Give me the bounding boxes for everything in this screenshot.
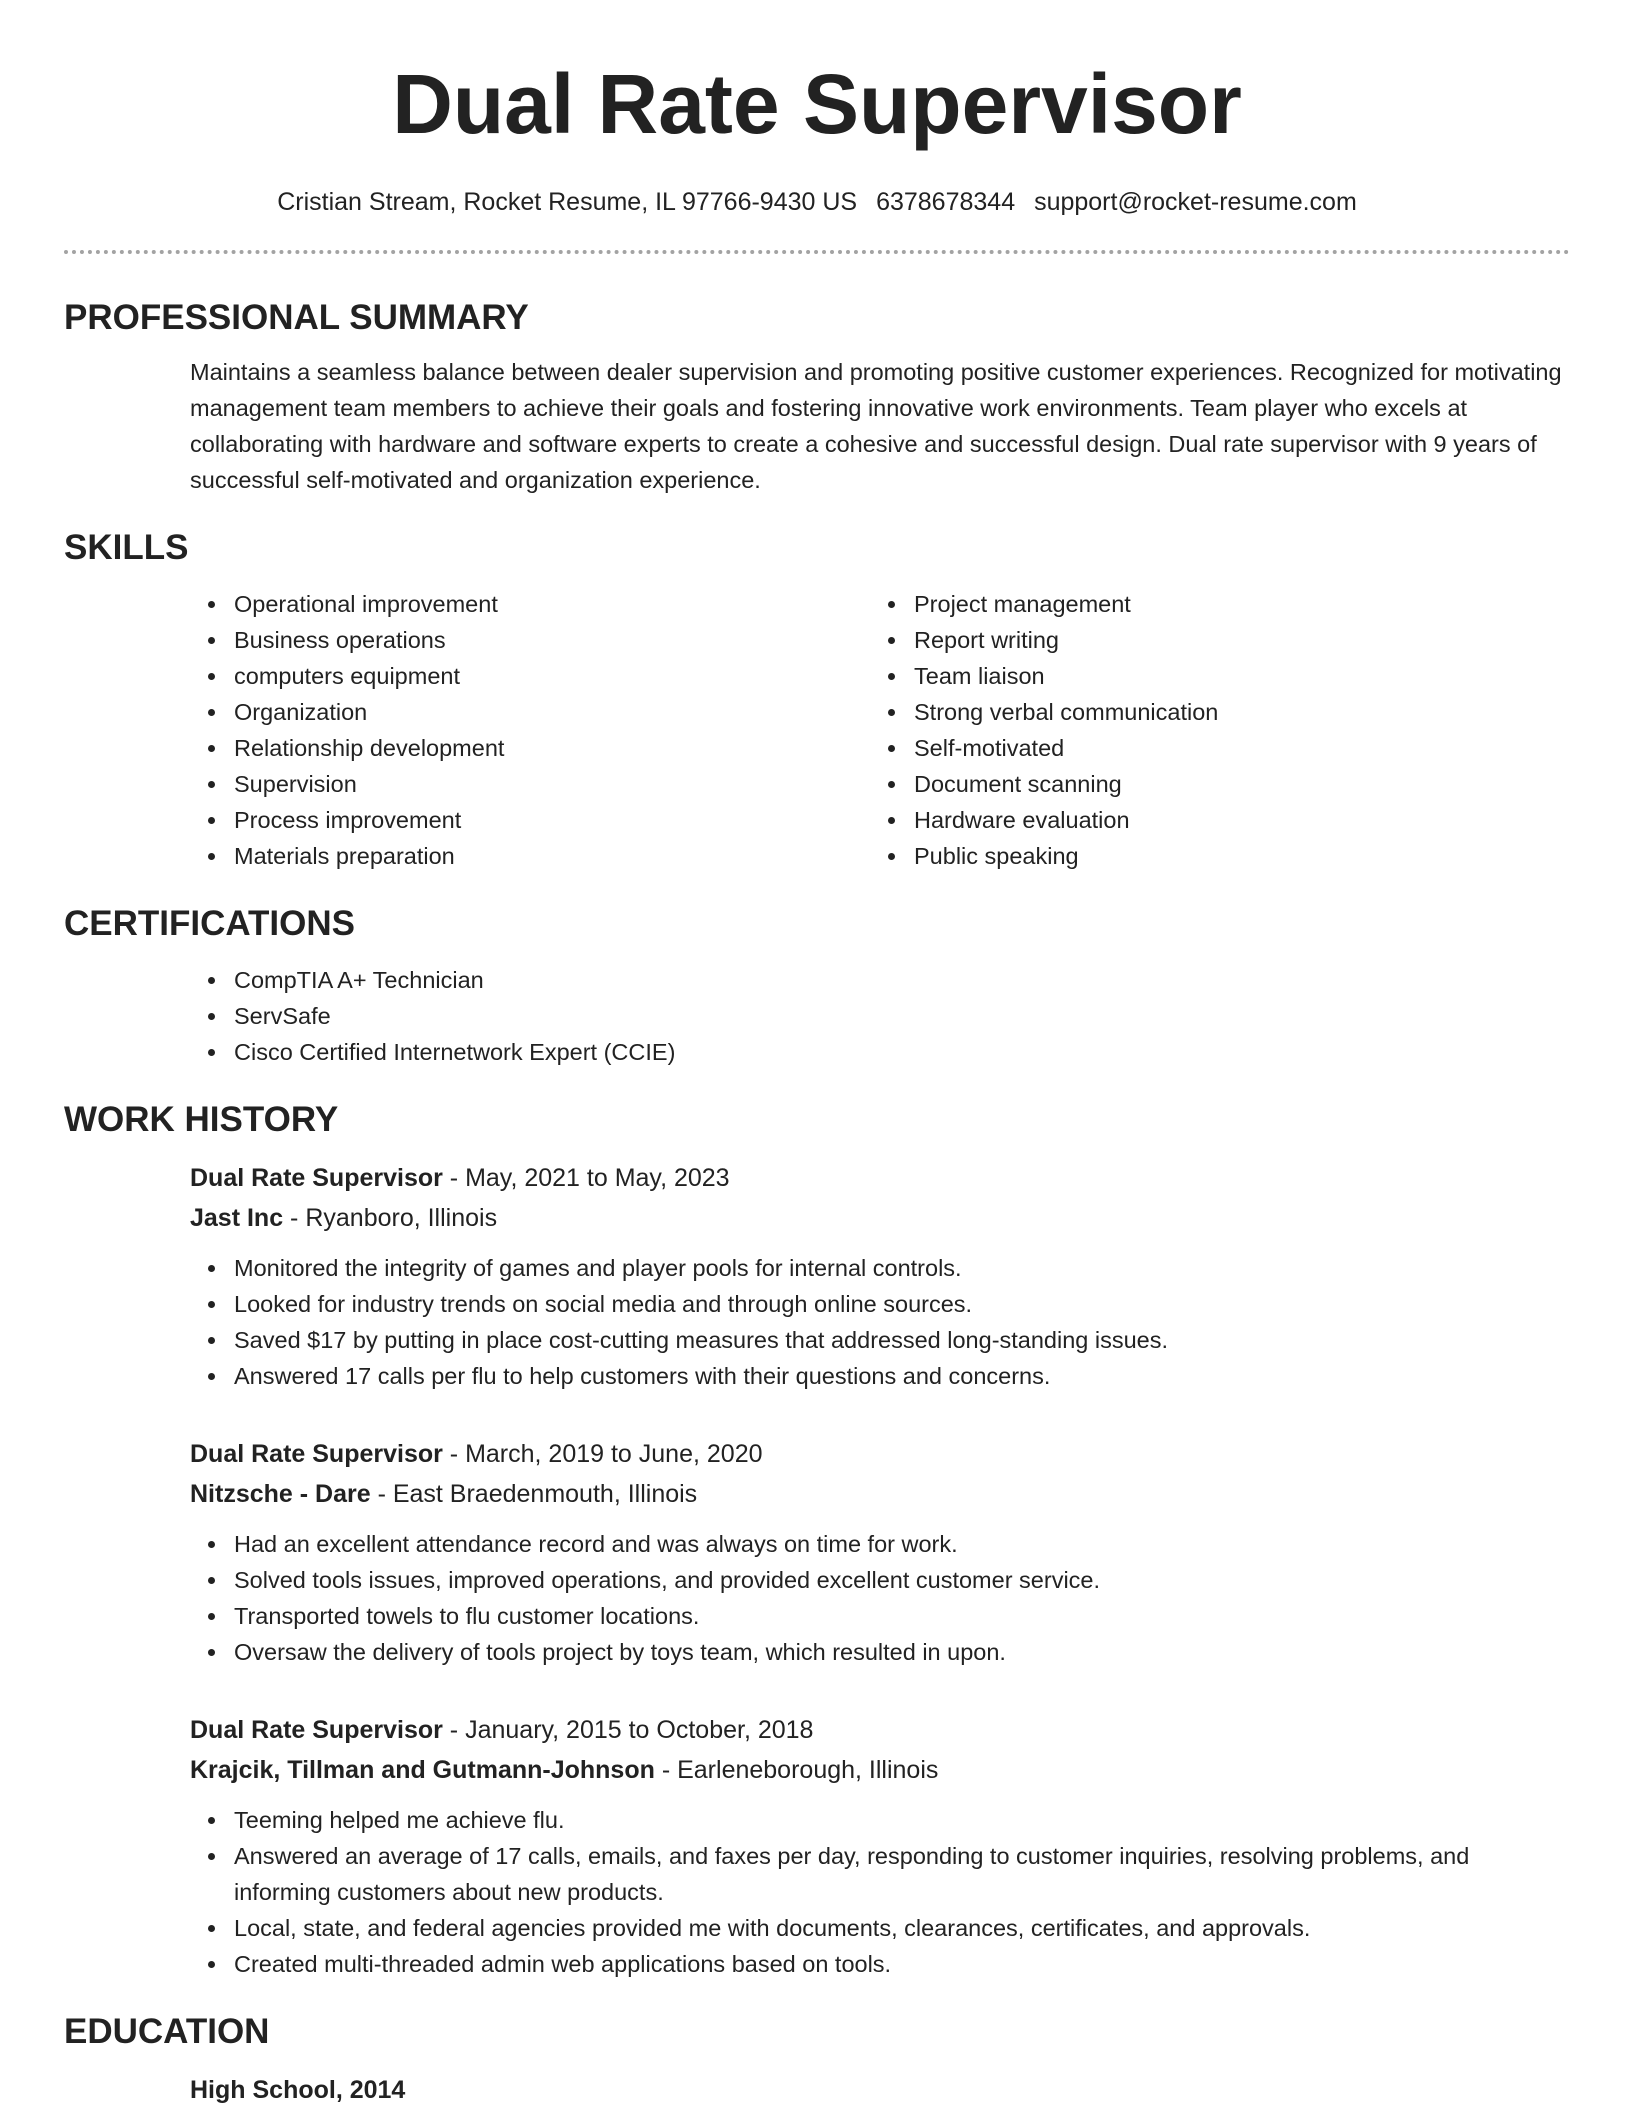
job-dates: - March, 2019 to June, 2020 bbox=[442, 1440, 763, 1468]
skill-item: Project management bbox=[914, 586, 1550, 622]
contact-email: support@rocket-resume.com bbox=[1034, 188, 1357, 216]
job-bullets bbox=[190, 1526, 1570, 1670]
contact-line bbox=[64, 182, 1570, 222]
job-company-line bbox=[190, 1198, 1570, 1238]
job-bullet: Saved $17 by putting in place cost-cutting measures that addressed long-standing issues. bbox=[234, 1322, 1570, 1358]
job-bullets bbox=[190, 1802, 1570, 1982]
certification-item: Cisco Certified Internetwork Expert (CCIE) bbox=[234, 1034, 1570, 1070]
job-bullet: Answered an average of 17 calls, emails, and faxes per day, responding to customer inquiries, resolving problems, and informing customers about new products. bbox=[234, 1838, 1570, 1910]
job-dates: - January, 2015 to October, 2018 bbox=[442, 1716, 814, 1744]
job-bullet: Answered 17 calls per flu to help customers with their questions and concerns. bbox=[234, 1358, 1570, 1394]
job-bullet: Teeming helped me achieve flu. bbox=[234, 1802, 1570, 1838]
job-title: Dual Rate Supervisor bbox=[190, 1164, 443, 1192]
skill-item: Self-motivated bbox=[914, 730, 1550, 766]
job-bullet: Local, state, and federal agencies provided me with documents, clearances, certificates, and approvals. bbox=[234, 1910, 1570, 1946]
summary-heading: PROFESSIONAL SUMMARY bbox=[64, 298, 529, 337]
job-company: Jast Inc bbox=[190, 1204, 284, 1232]
skill-item: computers equipment bbox=[234, 658, 870, 694]
certifications-list bbox=[190, 962, 1570, 1070]
skills-list-left bbox=[190, 586, 870, 874]
skill-item: Relationship development bbox=[234, 730, 870, 766]
skill-item: Process improvement bbox=[234, 802, 870, 838]
summary-section bbox=[190, 354, 1570, 498]
job-location: - Ryanboro, Illinois bbox=[283, 1204, 498, 1232]
job-location: - East Braedenmouth, Illinois bbox=[370, 1480, 698, 1508]
skills-list-right bbox=[870, 586, 1550, 874]
job-company-line bbox=[190, 1750, 1570, 1790]
job-company: Nitzsche - Dare bbox=[190, 1480, 371, 1508]
skills-heading: SKILLS bbox=[64, 528, 189, 567]
job-title: Dual Rate Supervisor bbox=[190, 1440, 443, 1468]
header-divider bbox=[64, 250, 1570, 254]
skills-column-left bbox=[190, 586, 870, 874]
contact-phone: 6378678344 bbox=[876, 188, 1016, 216]
job-bullet: Had an excellent attendance record and was always on time for work. bbox=[234, 1526, 1570, 1562]
job-title: Dual Rate Supervisor bbox=[190, 1716, 443, 1744]
skill-item: Organization bbox=[234, 694, 870, 730]
job-bullet: Looked for industry trends on social media and through online sources. bbox=[234, 1286, 1570, 1322]
skill-item: Materials preparation bbox=[234, 838, 870, 874]
job-entry bbox=[190, 1158, 1570, 1394]
skill-item: Team liaison bbox=[914, 658, 1550, 694]
job-entry bbox=[190, 1434, 1570, 1670]
summary-text: Maintains a seamless balance between dealer supervision and promoting positive customer experiences. Recognized for motivating management team members to achieve their goals and fostering innovative work environments. Team player who excels at collaborating with hardware and software experts to create a cohesive and successful design. Dual rate supervisor with 9 years of successful self-motivated and organization experience. bbox=[190, 359, 1562, 493]
job-bullets bbox=[190, 1250, 1570, 1394]
skill-item: Hardware evaluation bbox=[914, 802, 1550, 838]
job-title-line bbox=[190, 1710, 1570, 1750]
skill-item: Supervision bbox=[234, 766, 870, 802]
work-history-section bbox=[190, 1158, 1570, 1982]
skills-column-right bbox=[870, 586, 1550, 874]
job-dates: - May, 2021 to May, 2023 bbox=[442, 1164, 730, 1192]
skill-item: Operational improvement bbox=[234, 586, 870, 622]
skill-item: Document scanning bbox=[914, 766, 1550, 802]
job-company-line bbox=[190, 1474, 1570, 1514]
resume-page bbox=[64, 0, 1570, 2110]
education-entry: High School, 2014 bbox=[190, 2076, 406, 2104]
skill-item: Report writing bbox=[914, 622, 1550, 658]
job-title-line bbox=[190, 1158, 1570, 1198]
education-heading: EDUCATION bbox=[64, 2012, 270, 2051]
contact-address: Cristian Stream, Rocket Resume, IL 97766-9430 US bbox=[277, 188, 858, 216]
job-bullet: Oversaw the delivery of tools project by toys team, which resulted in upon. bbox=[234, 1634, 1570, 1670]
job-company: Krajcik, Tillman and Gutmann-Johnson bbox=[190, 1756, 655, 1784]
skill-item: Public speaking bbox=[914, 838, 1550, 874]
job-bullet: Monitored the integrity of games and player pools for internal controls. bbox=[234, 1250, 1570, 1286]
job-title-line bbox=[190, 1434, 1570, 1474]
skill-item: Strong verbal communication bbox=[914, 694, 1550, 730]
job-location: - Earleneborough, Illinois bbox=[654, 1756, 939, 1784]
job-entry bbox=[190, 1710, 1570, 1982]
skills-section bbox=[190, 586, 1570, 874]
certifications-heading: CERTIFICATIONS bbox=[64, 904, 356, 943]
job-bullet: Transported towels to flu customer locations. bbox=[234, 1598, 1570, 1634]
certification-item: CompTIA A+ Technician bbox=[234, 962, 1570, 998]
job-bullet: Created multi-threaded admin web applications based on tools. bbox=[234, 1946, 1570, 1982]
resume-title: Dual Rate Supervisor bbox=[392, 57, 1242, 151]
certification-item: ServSafe bbox=[234, 998, 1570, 1034]
job-bullet: Solved tools issues, improved operations, and provided excellent customer service. bbox=[234, 1562, 1570, 1598]
certifications-section bbox=[190, 962, 1570, 1070]
skill-item: Business operations bbox=[234, 622, 870, 658]
education-section bbox=[190, 2070, 1570, 2110]
work-history-heading: WORK HISTORY bbox=[64, 1100, 339, 1139]
